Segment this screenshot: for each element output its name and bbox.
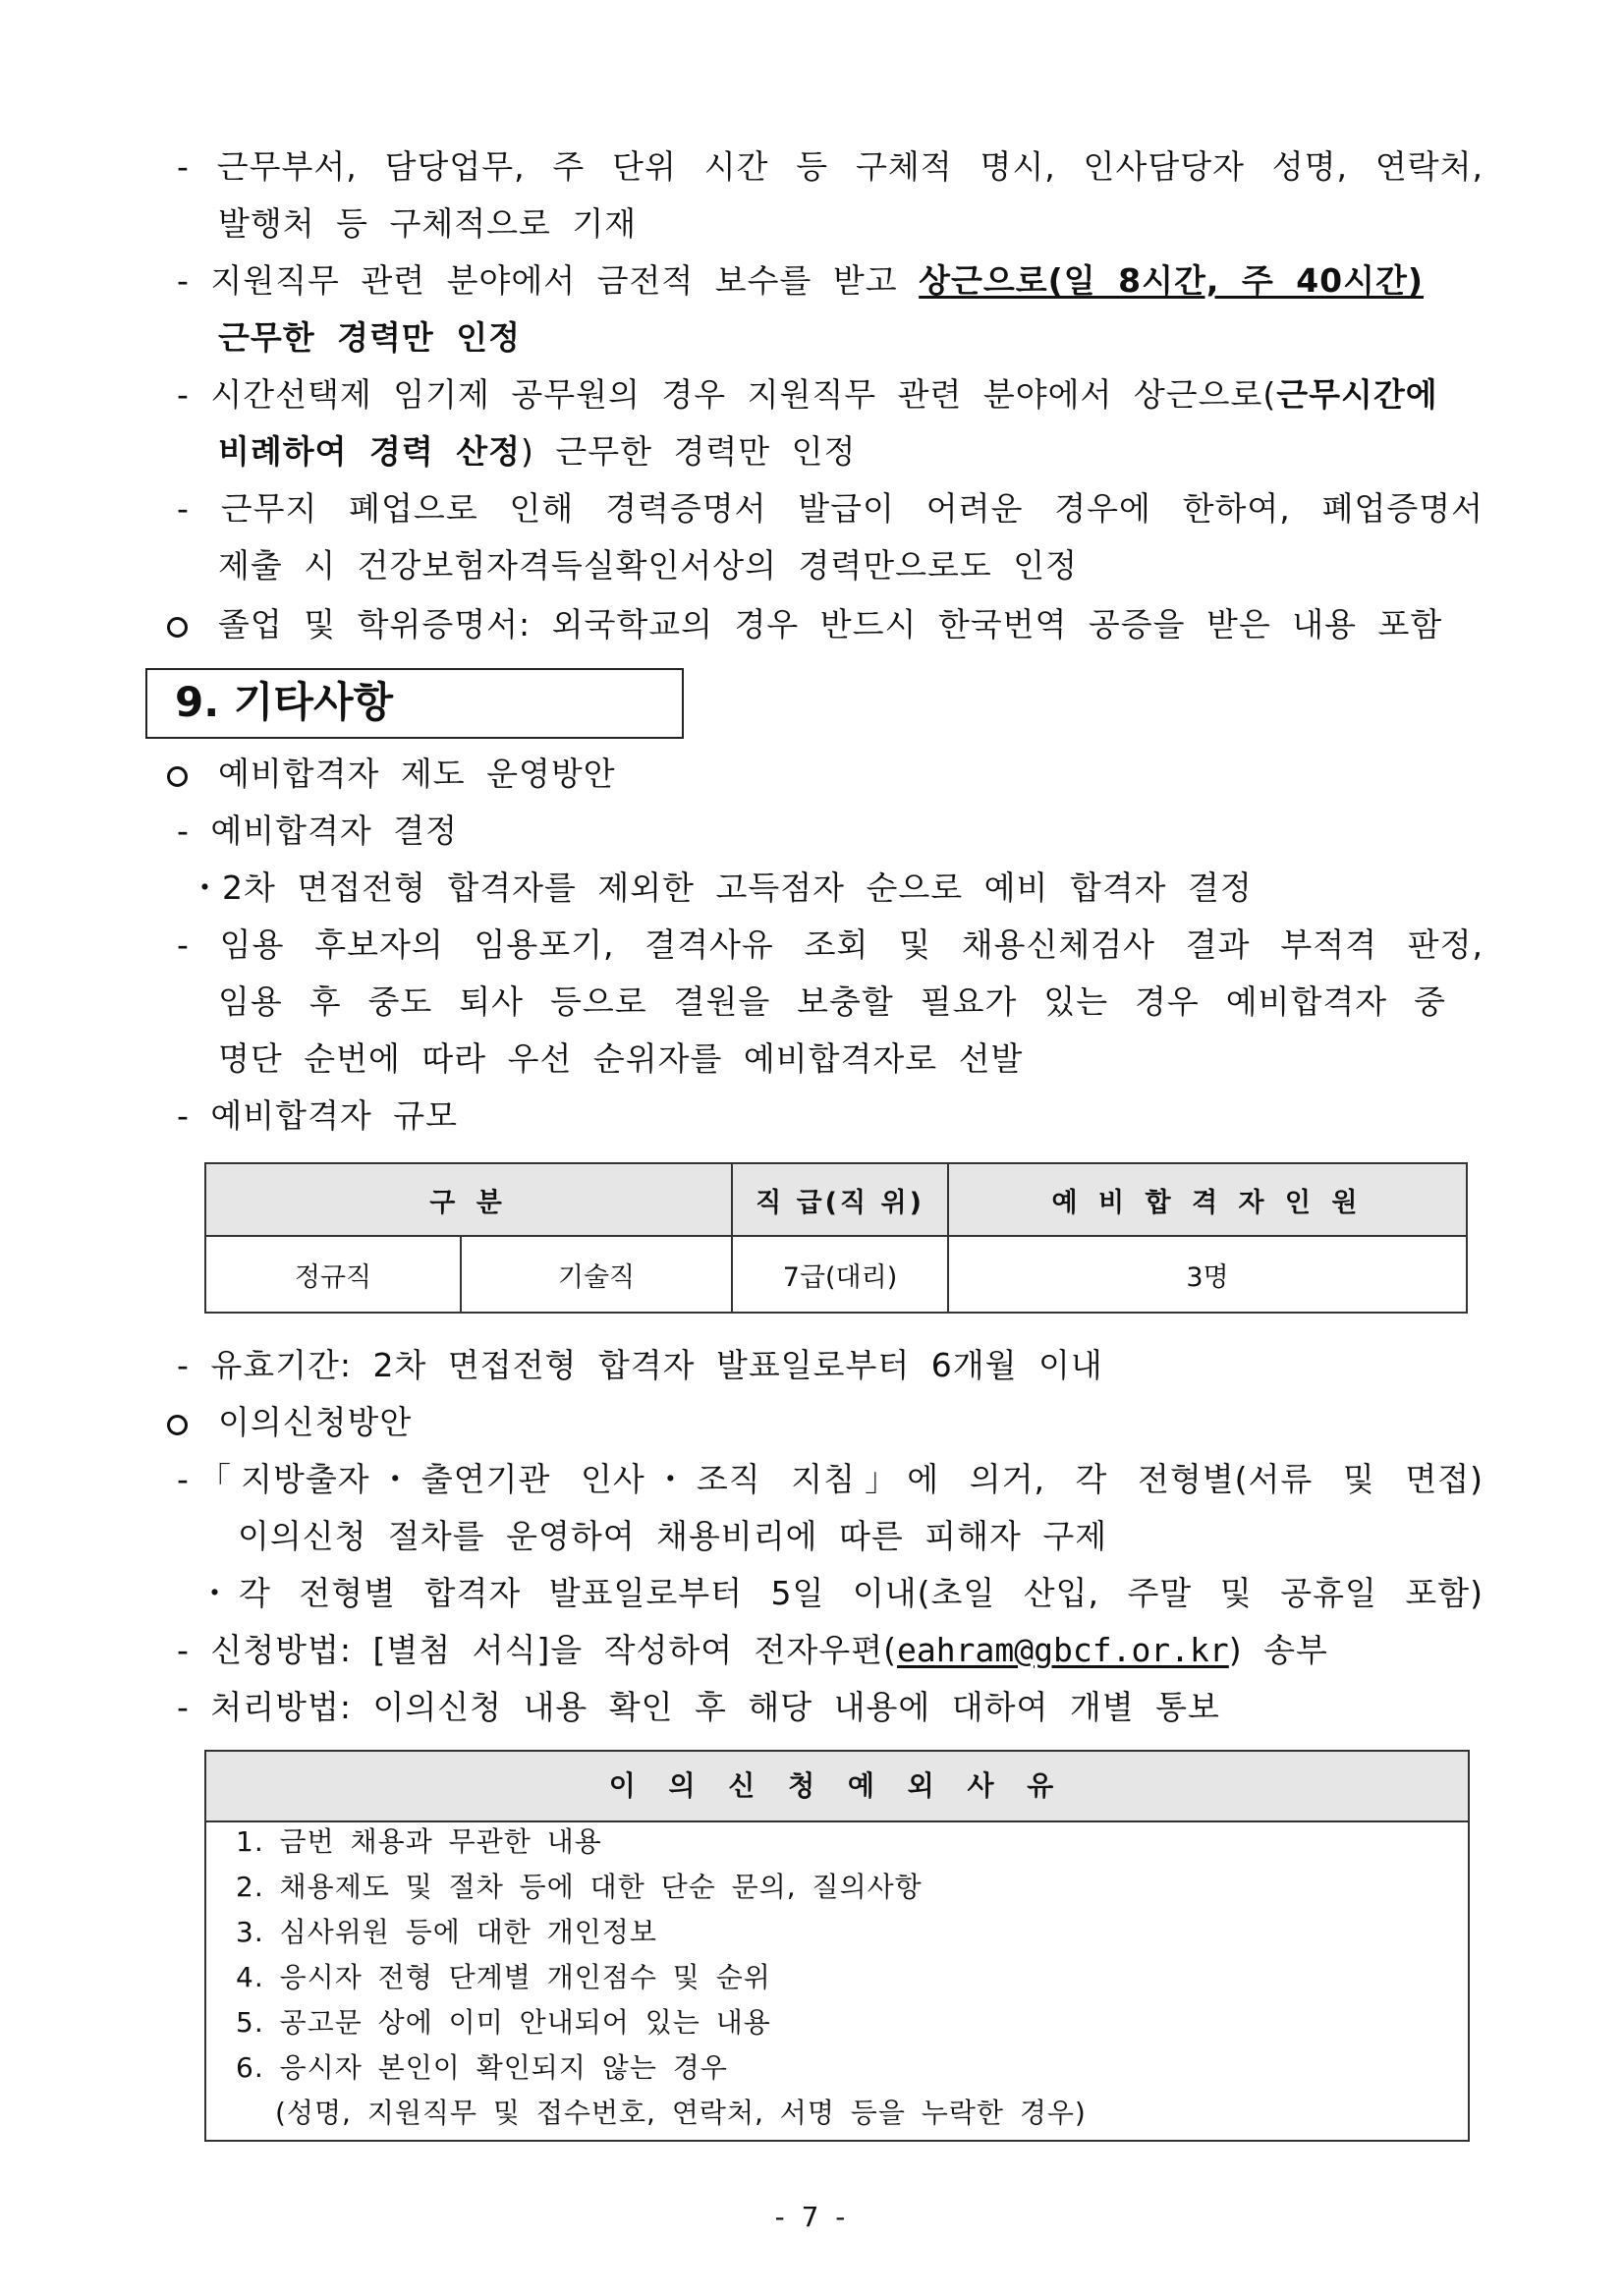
email-link[interactable]: eahram@gbcf.or.kr (897, 1631, 1229, 1669)
text-segment: ) 근무한 경력만 인정 (521, 432, 857, 471)
text-line: 발행처 등 구체적으로 기재 (218, 204, 638, 243)
text-line: 예비합격자 제도 운영방안 (218, 755, 616, 793)
emphasis-text: 비례하여 경력 산정 (218, 432, 522, 471)
text-line (177, 375, 1438, 415)
text-segment: ) 송부 (1228, 1631, 1328, 1669)
text-line: ・각 전형별 합격자 발표일로부터 5일 이내(초일 산입, 주말 및 공휴일 포함) (198, 1574, 1484, 1612)
text-line (177, 261, 1484, 301)
circle-bullet-icon (167, 1415, 188, 1435)
text-line: 이의신청방안 (218, 1403, 413, 1441)
text-line (177, 1631, 1328, 1670)
text-line: 근무한 경력만 인정 (218, 318, 522, 357)
emphasis-text: 근무시간에 (1276, 375, 1438, 414)
text-line: - 처리방법: 이의신청 내용 확인 후 해당 내용에 대하여 개별 통보 (177, 1688, 1220, 1726)
text-line: 임용 후 중도 퇴사 등으로 결원을 보충할 필요가 있는 경우 예비합격자 중 (218, 982, 1446, 1021)
list-item: 3. 심사위원 등에 대한 개인정보 (236, 1916, 657, 1948)
emphasis-text: 상근으로(일 8시간, 주 40시간) (919, 261, 1424, 300)
text-line: - 예비합격자 규모 (177, 1096, 459, 1135)
text-line: 졸업 및 학위증명서: 외국학교의 경우 반드시 한국번역 공증을 받은 내용 포함 (218, 605, 1443, 644)
text-line: - 임용 후보자의 임용포기, 결격사유 조회 및 채용신체검사 결과 부적격 판정, (177, 925, 1484, 964)
exception-box (204, 1750, 1470, 2142)
table-cell: 기술직 (461, 1236, 732, 1313)
table-cell: 7급(대리) (732, 1236, 948, 1313)
text-segment: - 신청방법: [별첨 서식]을 작성하여 전자우편( (177, 1631, 898, 1669)
text-line: - 예비합격자 결정 (177, 812, 459, 850)
table-header-row (205, 1163, 1467, 1236)
text-segment: - 지원직무 관련 분야에서 금전적 보수를 받고 (177, 261, 920, 300)
list-item: 5. 공고문 상에 이미 안내되어 있는 내용 (236, 2006, 771, 2039)
table-header-cell: 구 분 (205, 1163, 732, 1236)
list-item: 2. 채용제도 및 절차 등에 대한 단순 문의, 질의사항 (236, 1871, 923, 1903)
circle-bullet-icon (167, 617, 188, 638)
table-header-cell: 예 비 합 격 자 인 원 (948, 1163, 1467, 1236)
text-line: 제출 시 건강보험자격득실확인서상의 경력만으로도 인정 (218, 546, 1079, 585)
page-number: - 7 - (774, 2201, 850, 2233)
list-item: 4. 응시자 전형 단계별 개인점수 및 순위 (236, 1961, 771, 1993)
reserve-table (204, 1162, 1468, 1314)
text-line: -「지방출자・출연기관 인사・조직 지침」에 의거, 각 전형별(서류 및 면접) (177, 1460, 1484, 1498)
text-line: - 근무부서, 담당업무, 주 단위 시간 등 구체적 명시, 인사담당자 성명, 연락처, (177, 147, 1484, 186)
table-row (205, 1236, 1467, 1313)
text-line: ・2차 면접전형 합격자를 제외한 고득점자 순으로 예비 합격자 결정 (189, 868, 1253, 907)
text-line (218, 432, 856, 472)
table-cell: 3명 (948, 1236, 1467, 1313)
text-line: 이의신청 절차를 운영하여 채용비리에 따른 피해자 구제 (238, 1517, 1108, 1555)
section-heading: 9. 기타사항 (145, 668, 684, 739)
text-segment: - 시간선택제 임기제 공무원의 경우 지원직무 관련 분야에서 상근으로( (177, 375, 1277, 414)
exception-box-title: 이 의 신 청 예 외 사 유 (206, 1752, 1468, 1822)
list-item: 1. 금번 채용과 무관한 내용 (236, 1825, 602, 1858)
circle-bullet-icon (167, 766, 188, 787)
table-cell: 정규직 (205, 1236, 461, 1313)
text-line: 명단 순번에 따라 우선 순위자를 예비합격자로 선발 (218, 1039, 1024, 1078)
list-item: (성명, 지원직무 및 접수번호, 연락처, 서명 등을 누락한 경우) (275, 2097, 1087, 2129)
text-line: - 유효기간: 2차 면접전형 합격자 발표일로부터 6개월 이내 (177, 1346, 1103, 1384)
text-line: - 근무지 폐업으로 인해 경력증명서 발급이 어려운 경우에 한하여, 폐업증명서 (177, 489, 1484, 528)
list-item: 6. 응시자 본인이 확인되지 않는 경우 (236, 2051, 728, 2084)
table-header-cell: 직 급(직 위) (732, 1163, 948, 1236)
